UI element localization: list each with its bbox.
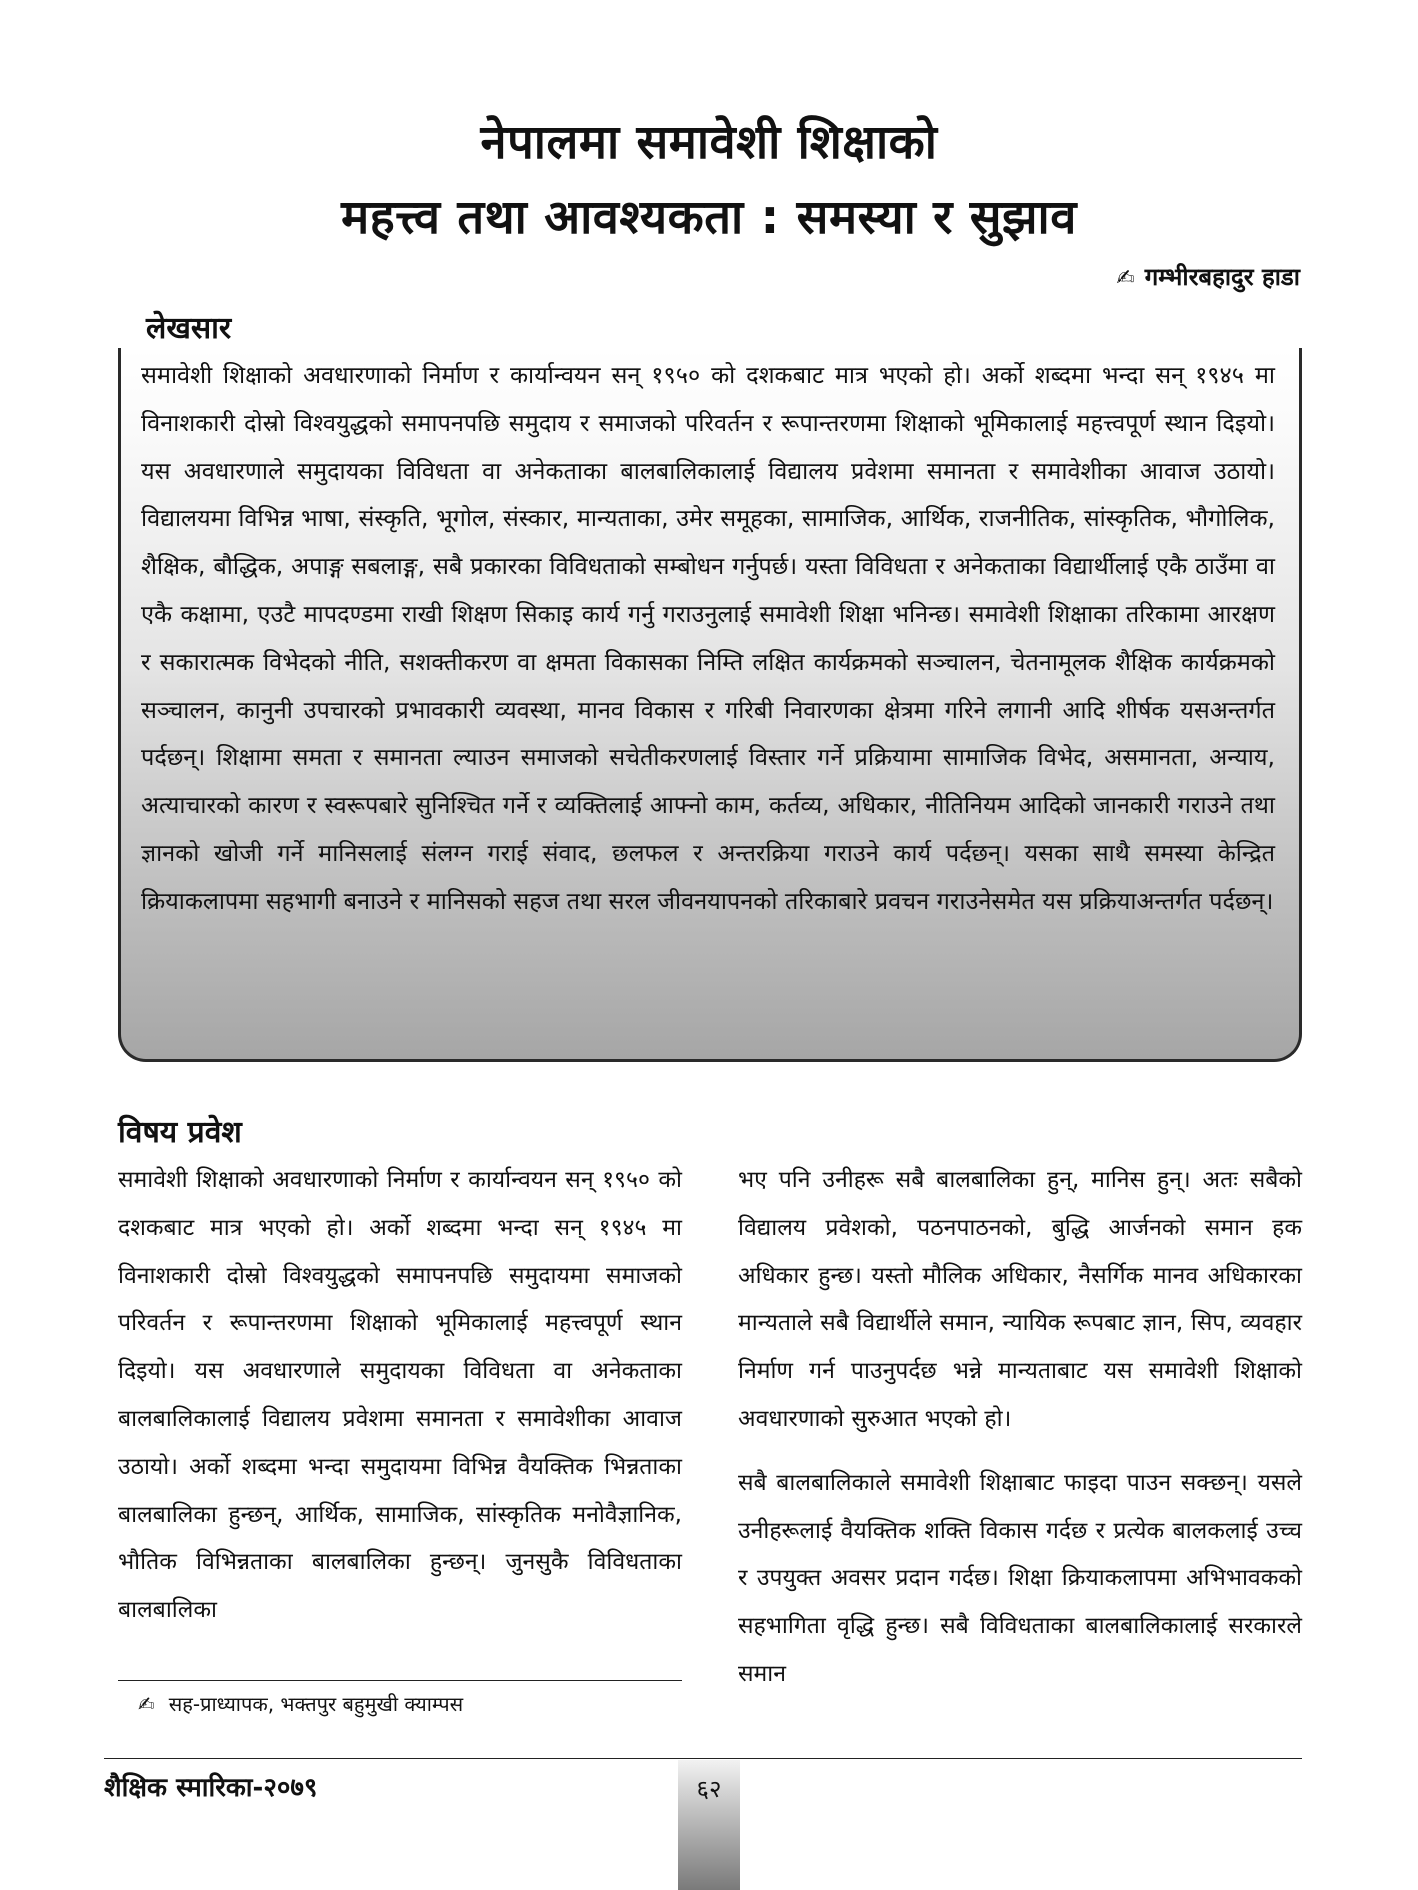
left-column-paragraph: समावेशी शिक्षाको अवधारणाको निर्माण र कार्यान्वयन सन् १९५० को दशकबाट मात्र भएको हो। अर्को शब्दमा भन्दा सन् १९४५ मा विनाशकारी दोस्रो विश्वयुद्धको समापनपछि समुदायमा समाजको परिवर्तन र रूपान्तरणमा शिक्षाको भूमिकालाई महत्त्वपूर्ण स्थान दिइयो। यस अवधारणाले समुदायका विविधता वा अनेकताका बालबालिकालाई विद्यालय प्रवेशमा समानता र समावेशीका आवाज उठायो। अर्को शब्दमा भन्दा समुदायमा विभिन्न वैयक्तिक भिन्नताका बालबालिका हुन्छन्, आर्थिक, सामाजिक, सांस्कृतिक मनोवैज्ञानिक, भौतिक विभिन्नताका बालबालिका हुन्छन्। जुनसुकै विविधताका बालबालिका (118, 1167, 682, 1624)
right-column-paragraph-2: सबै बालबालिकाले समावेशी शिक्षाबाट फाइदा पाउन सक्छन्। यसले उनीहरूलाई वैयक्तिक शक्ति विकास गर्दछ र प्रत्येक बालकलाई उच्च र उपयुक्त अवसर प्रदान गर्दछ। शिक्षा क्रियाकलापमा अभिभावकको सहभागिता वृद्धि हुन्छ। सबै विविधताका बालबालिकालाई सरकारले समान (738, 1469, 1302, 1687)
author-byline (1116, 260, 1300, 293)
pen-icon: ✍ (138, 1692, 155, 1716)
page-number: ६२ (696, 1775, 722, 1803)
abstract-text: समावेशी शिक्षाको अवधारणाको निर्माण र कार्यान्वयन सन् १९५० को दशकबाट मात्र भएको हो। अर्को शब्दमा भन्दा सन् १९४५ मा विनाशकारी दोस्रो विश्वयुद्धको समापनपछि समुदाय र समाजको परिवर्तन र रूपान्तरणमा शिक्षाको भूमिकालाई महत्त्वपूर्ण स्थान दिइयो। यस अवधारणाले समुदायका विविधता वा अनेकताका बालबालिकालाई विद्यालय प्रवेशमा समानता र समावेशीका आवाज उठायो। विद्यालयमा विभिन्न भाषा, संस्कृति, भूगोल, संस्कार, मान्यताका, उमेर समूहका, सामाजिक, आर्थिक, राजनीतिक, सांस्कृतिक, भौगोलिक, शैक्षिक, बौद्धिक, अपाङ्ग सबलाङ्ग, सबै प्रकारका विविधताको सम्बोधन गर्नुपर्छ। यस्ता विविधता र अनेकताका विद्यार्थीलाई एकै ठाउँमा वा एकै कक्षामा, एउटै मापदण्डमा राखी शिक्षण सिकाइ कार्य गर्नु गराउनुलाई समावेशी शिक्षा भनिन्छ। समावेशी शिक्षाका तरिकामा आरक्षण र सकारात्मक विभेदको नीति, सशक्तीकरण वा क्षमता विकासका निम्ति लक्षित कार्यक्रमको सञ्चालन, चेतनामूलक शैक्षिक कार्यक्रमको सञ्चालन, कानुनी उपचारको प्रभावकारी व्यवस्था, मानव विकास र गरिबी निवारणका क्षेत्रमा गरिने लगानी आदि शीर्षक यसअन्तर्गत पर्दछन्। शिक्षामा समता र समानता ल्याउन समाजको सचेतीकरणलाई विस्तार गर्ने प्रक्रियामा सामाजिक विभेद, असमानता, अन्याय, अत्याचारको कारण र स्वरूपबारे सुनिश्चित गर्ने र व्यक्तिलाई आफ्नो काम, कर्तव्य, अधिकार, नीतिनियम आदिको जानकारी गराउने तथा ज्ञानको खोजी गर्ने मानिसलाई संलग्न गराई संवाद, छलफल र अन्तरक्रिया गराउने कार्य पर्दछन्। यसका साथै समस्या केन्द्रित क्रियाकलापमा सहभागी बनाउने र मानिसको सहज तथा सरल जीवनयापनको तरिकाबारे प्रवचन गराउनेसमेत यस प्रक्रियाअन्तर्गत पर्दछन्। (141, 361, 1275, 915)
right-column-paragraph-1: भए पनि उनीहरू सबै बालबालिका हुन्, मानिस हुन्। अतः सबैको विद्यालय प्रवेशको, पठनपाठनको, बुद्धि आर्जनको समान हक अधिकार हुन्छ। यस्तो मौलिक अधिकार, नैसर्गिक मानव अधिकारका मान्यताले सबै विद्यार्थीले समान, न्यायिक रूपबाट ज्ञान, सिप, व्यवहार निर्माण गर्न पाउनुपर्दछ भन्ने मान्यताबाट यस समावेशी शिक्षाको अवधारणाको सुरुआत भएको हो। (738, 1167, 1302, 1432)
pen-icon: ✍ (1116, 266, 1135, 291)
section-heading: विषय प्रवेश (118, 1115, 242, 1150)
article-title-line-1: नेपालमा समावेशी शिक्षाको (480, 115, 938, 170)
footer-divider (104, 1758, 1302, 1759)
right-column (738, 1157, 1302, 1699)
footnote (138, 1690, 463, 1717)
left-column (118, 1157, 682, 1635)
abstract-box (118, 348, 1302, 1062)
footnote-text: सह-प्राध्यापक, भक्तपुर बहुमुखी क्याम्पस (168, 1692, 464, 1716)
footnote-divider (118, 1680, 682, 1681)
article-title-line-2: महत्त्व तथा आवश्यकता : समस्या र सुझाव (341, 190, 1077, 245)
author-name: गम्भीरबहादुर हाडा (1144, 263, 1300, 291)
abstract-heading: लेखसार (146, 311, 232, 346)
journal-name: शैक्षिक स्मारिका-२०७९ (104, 1773, 318, 1803)
